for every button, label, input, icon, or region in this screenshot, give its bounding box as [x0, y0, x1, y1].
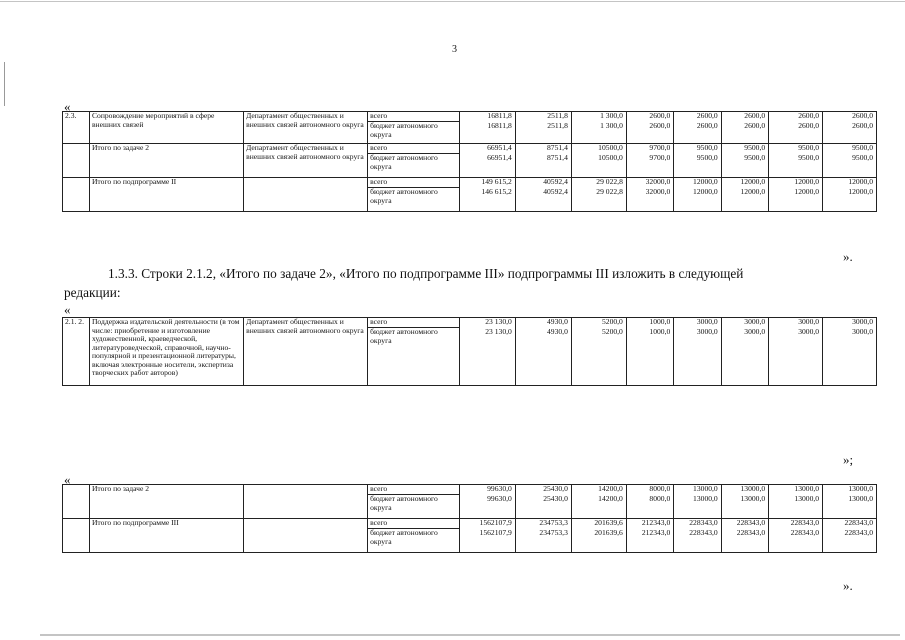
row-name: Итого по задаче 2: [89, 144, 243, 178]
value-cell: 2600,0: [823, 122, 877, 144]
scan-left-marks: [4, 62, 5, 106]
row-number: 2.1. 2.: [63, 318, 90, 386]
funding-source: всего: [368, 112, 460, 122]
value-cell: 9500,0: [769, 144, 823, 154]
value-cell: 8751,4: [515, 144, 571, 154]
value-cell: 9500,0: [721, 154, 768, 178]
row-number: 2.3.: [63, 112, 90, 144]
value-cell: 228343,0: [721, 519, 768, 529]
value-cell: 228343,0: [674, 529, 721, 553]
value-cell: 2600,0: [626, 122, 673, 144]
row-department: Департамент общественных и внешних связей автономного округа: [244, 144, 368, 178]
value-cell: 9500,0: [721, 144, 768, 154]
value-cell: 8000,0: [626, 495, 673, 519]
value-cell: 212343,0: [626, 529, 673, 553]
value-cell: 3000,0: [721, 318, 768, 328]
value-cell: 16811,8: [459, 122, 515, 144]
row-number: [63, 178, 90, 212]
value-cell: 228343,0: [769, 529, 823, 553]
value-cell: 12000,0: [721, 178, 768, 188]
table-row: [63, 519, 877, 529]
value-cell: 9500,0: [769, 154, 823, 178]
value-cell: 13000,0: [674, 495, 721, 519]
row-name: Итого по подпрограмме II: [89, 178, 243, 212]
scan-top-edge: [0, 1, 905, 2]
value-cell: 228343,0: [823, 529, 877, 553]
value-cell: 1000,0: [626, 318, 673, 328]
row-name: Поддержка издательской деятельности (в том числе: приобретение и изготовление художественной, краеведческой, литературоведческой, справочной, научно-популярной и презентационной литературы, включая электронные носители, экспертиза творческих работ авторов): [89, 318, 243, 386]
value-cell: 2600,0: [769, 112, 823, 122]
row-number: [63, 144, 90, 178]
value-cell: 2600,0: [823, 112, 877, 122]
value-cell: 9500,0: [674, 144, 721, 154]
value-cell: 3000,0: [769, 328, 823, 386]
value-cell: 234753,3: [515, 519, 571, 529]
value-cell: 12000,0: [721, 188, 768, 212]
row-number: [63, 519, 90, 553]
value-cell: 8000,0: [626, 485, 673, 495]
row-department: [244, 178, 368, 212]
value-cell: 9500,0: [823, 154, 877, 178]
open-quote-2: «: [64, 302, 71, 317]
value-cell: 13000,0: [769, 495, 823, 519]
value-cell: 201639,6: [571, 519, 626, 529]
value-cell: 228343,0: [721, 529, 768, 553]
row-department: [244, 485, 368, 519]
value-cell: 1000,0: [626, 328, 673, 386]
table-row: [63, 144, 877, 154]
funding-source: всего: [368, 485, 460, 495]
paragraph-line-1: 1.3.3. Строки 2.1.2, «Итого по задаче 2», «Итого по подпрограмме III» подпрограммы III изложить в следующей: [108, 266, 744, 281]
value-cell: 12000,0: [823, 188, 877, 212]
value-cell: 13000,0: [769, 485, 823, 495]
value-cell: 2511,8: [515, 112, 571, 122]
value-cell: 3000,0: [823, 318, 877, 328]
value-cell: 40592,4: [515, 188, 571, 212]
funding-source: бюджет автономного округа: [368, 188, 460, 212]
value-cell: 10500,0: [571, 144, 626, 154]
value-cell: 9500,0: [823, 144, 877, 154]
value-cell: 2600,0: [674, 122, 721, 144]
value-cell: 5200,0: [571, 328, 626, 386]
value-cell: 2511,8: [515, 122, 571, 144]
value-cell: 1 300,0: [571, 122, 626, 144]
value-cell: 12000,0: [769, 188, 823, 212]
funding-source: всего: [368, 318, 460, 328]
value-cell: 1 300,0: [571, 112, 626, 122]
close-quote-1: ».: [843, 249, 853, 264]
value-cell: 2600,0: [626, 112, 673, 122]
value-cell: 13000,0: [674, 485, 721, 495]
table-row: [63, 178, 877, 188]
value-cell: 9500,0: [674, 154, 721, 178]
value-cell: 149 615,2: [459, 178, 515, 188]
funding-source: бюджет автономного округа: [368, 495, 460, 519]
row-department: Департамент общественных и внешних связей автономного округа: [244, 318, 368, 386]
value-cell: 228343,0: [823, 519, 877, 529]
scan-bottom-edge: [40, 634, 900, 636]
value-cell: 25430,0: [515, 485, 571, 495]
value-cell: 8751,4: [515, 154, 571, 178]
open-quote-3: «: [64, 472, 71, 487]
open-quote-1: «: [64, 99, 71, 114]
value-cell: 228343,0: [674, 519, 721, 529]
value-cell: 23 130,0: [459, 318, 515, 328]
value-cell: 12000,0: [769, 178, 823, 188]
value-cell: 2600,0: [769, 122, 823, 144]
funding-source: бюджет автономного округа: [368, 122, 460, 144]
close-quote-2: »;: [843, 452, 854, 467]
value-cell: 12000,0: [674, 188, 721, 212]
row-name: Сопровождение мероприятий в сфере внешних связей: [89, 112, 243, 144]
value-cell: 2600,0: [721, 112, 768, 122]
value-cell: 234753,3: [515, 529, 571, 553]
value-cell: 201639,6: [571, 529, 626, 553]
table-row: [63, 318, 877, 328]
value-cell: 23 130,0: [459, 328, 515, 386]
table-row: [63, 485, 877, 495]
value-cell: 3000,0: [769, 318, 823, 328]
value-cell: 40592,4: [515, 178, 571, 188]
value-cell: 5200,0: [571, 318, 626, 328]
funding-source: всего: [368, 519, 460, 529]
value-cell: 3000,0: [674, 318, 721, 328]
value-cell: 99630,0: [459, 495, 515, 519]
funding-source: всего: [368, 144, 460, 154]
value-cell: 66951,4: [459, 144, 515, 154]
funding-source: бюджет автономного округа: [368, 154, 460, 178]
value-cell: 66951,4: [459, 154, 515, 178]
value-cell: 13000,0: [721, 485, 768, 495]
close-quote-3: ».: [843, 578, 853, 593]
value-cell: 4930,0: [515, 318, 571, 328]
value-cell: 1562107,9: [459, 529, 515, 553]
row-name: Итого по подпрограмме III: [89, 519, 243, 553]
funding-source: бюджет автономного округа: [368, 529, 460, 553]
page-number: 3: [452, 44, 457, 55]
value-cell: 10500,0: [571, 154, 626, 178]
funding-source: всего: [368, 178, 460, 188]
value-cell: 228343,0: [769, 519, 823, 529]
value-cell: 16811,8: [459, 112, 515, 122]
value-cell: 3000,0: [674, 328, 721, 386]
table-2: [62, 317, 877, 386]
value-cell: 12000,0: [674, 178, 721, 188]
row-number: [63, 485, 90, 519]
value-cell: 3000,0: [823, 328, 877, 386]
value-cell: 4930,0: [515, 328, 571, 386]
value-cell: 25430,0: [515, 495, 571, 519]
value-cell: 32000,0: [626, 188, 673, 212]
value-cell: 13000,0: [823, 495, 877, 519]
value-cell: 2600,0: [721, 122, 768, 144]
value-cell: 29 022,8: [571, 178, 626, 188]
row-name: Итого по задаче 2: [89, 485, 243, 519]
funding-source: бюджет автономного округа: [368, 328, 460, 386]
value-cell: 2600,0: [674, 112, 721, 122]
table-row: [63, 112, 877, 122]
value-cell: 12000,0: [823, 178, 877, 188]
row-department: Департамент общественных и внешних связей автономного округа: [244, 112, 368, 144]
value-cell: 9700,0: [626, 144, 673, 154]
value-cell: 14200,0: [571, 485, 626, 495]
value-cell: 99630,0: [459, 485, 515, 495]
value-cell: 9700,0: [626, 154, 673, 178]
value-cell: 13000,0: [721, 495, 768, 519]
value-cell: 14200,0: [571, 495, 626, 519]
value-cell: 146 615,2: [459, 188, 515, 212]
value-cell: 212343,0: [626, 519, 673, 529]
value-cell: 32000,0: [626, 178, 673, 188]
value-cell: 1562107,9: [459, 519, 515, 529]
value-cell: 3000,0: [721, 328, 768, 386]
table-3: [62, 484, 877, 553]
table-1: [62, 111, 877, 212]
value-cell: 29 022,8: [571, 188, 626, 212]
paragraph-line-2: редакции:: [64, 285, 121, 300]
value-cell: 13000,0: [823, 485, 877, 495]
row-department: [244, 519, 368, 553]
